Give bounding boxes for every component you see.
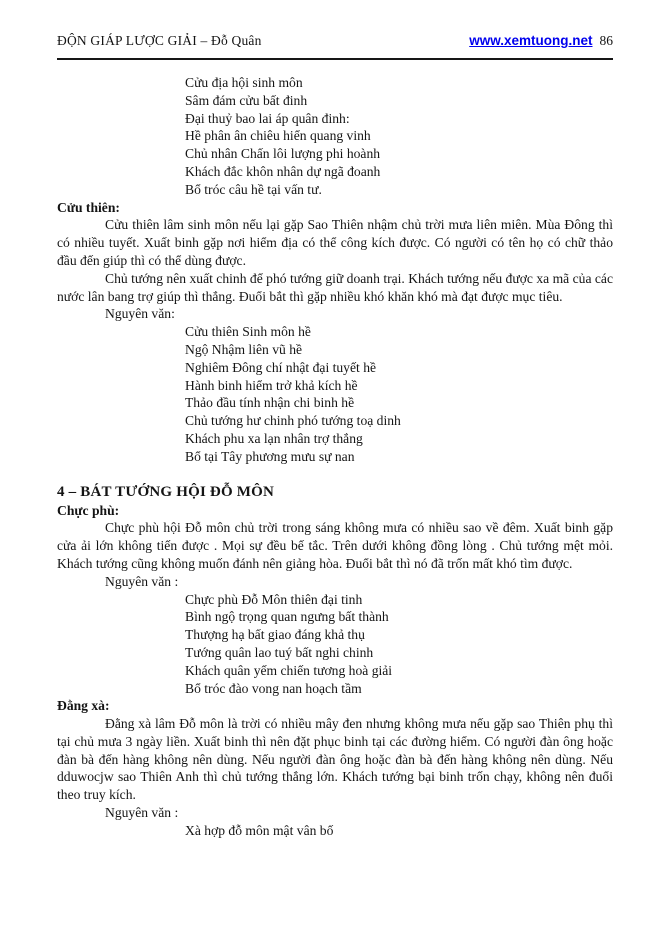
- verse-line: Bình ngộ trọng quan ngưng bất thành: [185, 609, 389, 625]
- paragraph: Chực phù hội Đỗ môn chủ trời trong sáng không mưa có nhiều sao về đêm. Xuất binh gặp cửa ải lớn không tiến được . Mọi sự đều bế tắc. Trên dưới không đồng lòng . Chủ tướng mệt mỏi. Khách tướng cũng không muốn đánh nên giảng hòa. Đuổi bắt thì nó đã trốn mất khó tìm được.: [57, 520, 613, 571]
- verse-line: Bổ tróc câu hề tại vấn tư.: [185, 181, 322, 197]
- paragraph: Đằng xà lâm Đỗ môn là trời có nhiều mây đen nhưng không mưa nếu gặp sao Thiên phụ thì tại chủ mưa 3 ngày liền. Xuất binh thì nên đặt phục binh tại các đường hiểm. Có người đàn ông hoặc đàn bà đến hàng không nên dùng. Nếu người đàn ông hoặc đàn bà đến hàng không nên dùng. Nếu dduwocjw sao Thiên Anh thì chủ tướng thắng lớn. Khách tướng bại binh trốn chạy, không nên đuổi theo truy kích.: [57, 716, 613, 803]
- document-body: [57, 74, 613, 840]
- verse-line: Hề phân ân chiêu hiển quang vinh: [185, 128, 371, 144]
- verse-line: Khách quân yếm chiến tương hoà giải: [185, 662, 393, 678]
- verse-block-intro: [57, 74, 613, 199]
- paragraph: Cửu thiên lâm sinh môn nếu lại gặp Sao Thiên nhậm chủ trời mưa liên miên. Mùa Đông thì có nhiều tuyết. Xuất binh gặp nơi hiểm địa có thể công kích được. Có người có tên họ có chữ thảo đầu đến giúp thì có thể dùng được.: [57, 217, 613, 268]
- verse-line: Xà hợp đỗ môn mật vân bố: [185, 822, 334, 838]
- verse-line: Hành binh hiểm trở khả kích hề: [185, 377, 358, 393]
- verse-line: Đại thuỷ bao lai áp quân đinh:: [185, 110, 350, 126]
- verse-line: Sâm đám cửu bất đinh: [185, 92, 308, 108]
- subsection-heading-cuu-thien: Cửu thiên:: [57, 199, 120, 215]
- verse-block-dang-xa: [57, 822, 613, 840]
- verse-line: Khách phu xa lạn nhân trợ thắng: [185, 430, 363, 446]
- nguyen-van-label: Nguyên văn :: [105, 573, 179, 589]
- nguyen-van-label: Nguyên văn:: [105, 306, 175, 322]
- verse-line: Tướng quân lao tuý bất nghi chinh: [185, 644, 374, 660]
- site-url-link[interactable]: www.xemtuong.net: [469, 33, 593, 48]
- subsection-heading-chuc-phu: Chực phù:: [57, 502, 120, 518]
- verse-line: Chủ tướng hư chinh phó tướng toạ dinh: [185, 413, 401, 429]
- section-heading-4: 4 – BÁT TƯỚNG HỘI ĐỖ MÔN: [57, 483, 275, 500]
- nguyen-van-label: Nguyên văn :: [105, 805, 179, 821]
- verse-line: Nghiêm Đông chí nhật đại tuyết hề: [185, 359, 377, 375]
- header-right: [469, 33, 613, 49]
- verse-line: Chực phù Đỗ Môn thiên đại tinh: [185, 591, 363, 607]
- document-title: ĐỘN GIÁP LƯỢC GIẢI – Đỗ Quân: [57, 33, 262, 48]
- verse-line: Bổ tróc đào vong nan hoạch tầm: [185, 680, 362, 696]
- verse-block-cuu-thien: [57, 323, 613, 465]
- verse-line: Bổ tại Tây phương mưu sự nan: [185, 448, 355, 464]
- verse-line: Chủ nhân Chấn lôi lượng phi hoành: [185, 146, 381, 162]
- page-number: 86: [599, 33, 613, 48]
- verse-line: Ngộ Nhậm liên vũ hề: [185, 341, 303, 357]
- verse-line: Thảo đầu tính nhận chi binh hề: [185, 395, 355, 411]
- verse-line: Khách đắc khôn nhân dự ngã đoanh: [185, 163, 381, 179]
- verse-line: Cửu thiên Sinh môn hề: [185, 324, 311, 340]
- subsection-heading-dang-xa: Đằng xà:: [57, 698, 110, 714]
- verse-line: Thượng hạ bất giao đáng khả thụ: [185, 627, 365, 643]
- page-header: [57, 33, 613, 60]
- paragraph: Chủ tướng nên xuất chinh để phó tướng giữ doanh trại. Khách tướng nếu được xa mã của các nước lân bang trợ giúp thì thắng. Đuổi bắt thì gặp nhiều khó khăn khó mà đạt được mục tiêu.: [57, 270, 613, 304]
- verse-line: Cửu địa hội sinh môn: [185, 75, 303, 90]
- verse-block-chuc-phu: [57, 591, 613, 698]
